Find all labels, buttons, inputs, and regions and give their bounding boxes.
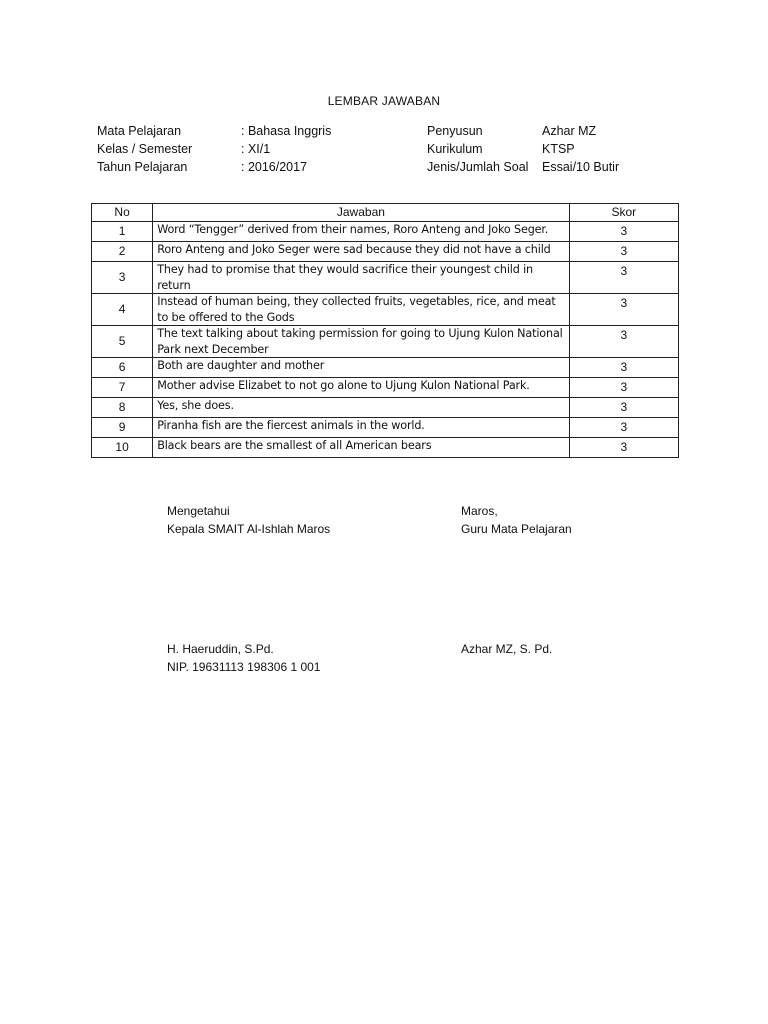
column-header-score: Skor <box>569 204 678 222</box>
signature-teacher-title: Guru Mata Pelajaran <box>461 522 572 536</box>
teacher-name: Azhar MZ, S. Pd. <box>461 642 553 656</box>
table-row <box>92 438 679 458</box>
row-number: 5 <box>92 326 153 358</box>
row-number: 4 <box>92 294 153 326</box>
signature-principal-title: Kepala SMAIT Al-Ishlah Maros <box>167 522 331 536</box>
meta-label: Penyusun <box>427 124 483 138</box>
row-score: 3 <box>569 242 678 262</box>
document-title: LEMBAR JAWABAN <box>327 94 441 108</box>
meta-row-year <box>97 158 331 176</box>
row-score: 3 <box>569 418 678 438</box>
row-answer: Roro Anteng and Joko Seger were sad because they did not have a child <box>153 242 569 262</box>
meta-value: Essai/10 Butir <box>542 160 620 174</box>
meta-right <box>427 122 619 176</box>
row-number: 2 <box>92 242 153 262</box>
meta-value: : 2016/2017 <box>241 160 308 174</box>
row-answer: Piranha fish are the fiercest animals in the world. <box>153 418 569 438</box>
table-row <box>92 418 679 438</box>
meta-row-question-type <box>427 158 619 176</box>
row-answer: Black bears are the smallest of all American bears <box>153 438 569 458</box>
meta-value: Azhar MZ <box>542 124 597 138</box>
row-answer: Instead of human being, they collected fruits, vegetables, rice, and meat to be offered to the Gods <box>153 294 569 326</box>
meta-left <box>97 122 331 176</box>
answer-table <box>91 203 679 458</box>
row-answer: Mother advise Elizabet to not go alone to Ujung Kulon National Park. <box>153 378 569 398</box>
row-answer: Yes, she does. <box>153 398 569 418</box>
meta-label: Tahun Pelajaran <box>97 160 188 174</box>
signature-place-date: Maros, <box>461 504 498 518</box>
signature-left-block <box>167 502 330 538</box>
meta-label: Kurikulum <box>427 142 483 156</box>
meta-row-curriculum <box>427 140 619 158</box>
row-score: 3 <box>569 294 678 326</box>
column-header-answer: Jawaban <box>153 204 569 222</box>
row-number: 7 <box>92 378 153 398</box>
row-score: 3 <box>569 398 678 418</box>
row-score: 3 <box>569 378 678 398</box>
table-row <box>92 378 679 398</box>
meta-value: : Bahasa Inggris <box>241 124 332 138</box>
signature-acknowledge-label: Mengetahui <box>167 504 230 518</box>
table-row <box>92 294 679 326</box>
row-number: 9 <box>92 418 153 438</box>
table-row <box>92 262 679 294</box>
table-row <box>92 358 679 378</box>
table-row <box>92 242 679 262</box>
row-number: 6 <box>92 358 153 378</box>
table-row <box>92 222 679 242</box>
row-score: 3 <box>569 358 678 378</box>
meta-value: KTSP <box>542 142 575 156</box>
principal-name: H. Haeruddin, S.Pd. <box>167 642 274 656</box>
signature-left-name-block <box>167 640 320 676</box>
meta-row-class <box>97 140 331 158</box>
meta-value: : XI/1 <box>241 142 271 156</box>
principal-nip: NIP. 19631113 198306 1 001 <box>167 660 321 674</box>
row-score: 3 <box>569 438 678 458</box>
row-number: 10 <box>92 438 153 458</box>
table-header-row <box>92 204 679 222</box>
meta-row-author <box>427 122 619 140</box>
row-answer: The text talking about taking permission for going to Ujung Kulon National Park next December <box>153 326 569 358</box>
table-row <box>92 326 679 358</box>
row-answer: Both are daughter and mother <box>153 358 569 378</box>
meta-label: Jenis/Jumlah Soal <box>427 160 529 174</box>
meta-row-subject <box>97 122 331 140</box>
row-answer: Word “Tengger” derived from their names, Roro Anteng and Joko Seger. <box>153 222 569 242</box>
meta-label: Mata Pelajaran <box>97 124 182 138</box>
row-answer: They had to promise that they would sacrifice their youngest child in return <box>153 262 569 294</box>
row-number: 3 <box>92 262 153 294</box>
row-score: 3 <box>569 326 678 358</box>
table-row <box>92 398 679 418</box>
meta-label: Kelas / Semester <box>97 142 193 156</box>
row-number: 1 <box>92 222 153 242</box>
row-score: 3 <box>569 222 678 242</box>
row-score: 3 <box>569 262 678 294</box>
signature-right-block <box>461 502 572 538</box>
column-header-no: No <box>92 204 153 222</box>
signature-right-name-block <box>461 640 552 658</box>
row-number: 8 <box>92 398 153 418</box>
